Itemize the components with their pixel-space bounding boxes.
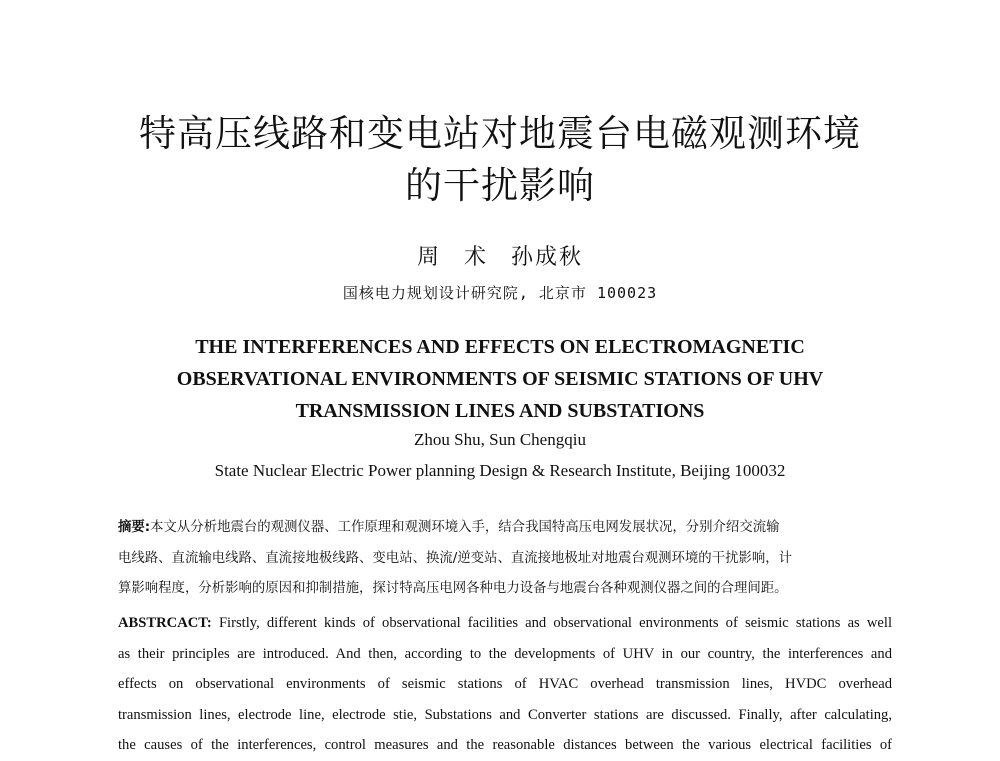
english-title-line-1: THE INTERFERENCES AND EFFECTS ON ELECTROMAGNETIC (195, 336, 805, 358)
chinese-abstract-text-1: 本文从分析地震台的观测仪器、工作原理和观测环境入手，结合我国特高压电网发展状况，分别介绍交流输 (150, 520, 780, 535)
english-authors: Zhou Shu, Sun Chengqiu (414, 430, 586, 449)
english-title (0, 331, 1000, 427)
english-abstract (118, 608, 892, 761)
english-abstract-line-5: the causes of the interferences, control measures and the reasonable distances between the various electrical facilities of (118, 737, 892, 753)
chinese-authors: 周 术 孙成秋 (417, 245, 583, 270)
chinese-abstract-line-2: 电线路、直流输电线路、直流接地极线路、变电站、换流/逆变站、直流接地极址对地震台观测环境的干扰影响，计 (118, 550, 793, 566)
chinese-abstract (118, 513, 892, 605)
english-abstract-line-4: transmission lines, electrode line, electrode stie, Substations and Converter stations are discussed. Finally, after calculating, (118, 706, 892, 723)
chinese-abstract-label: 摘要: (118, 520, 151, 535)
english-abstract-label: ABSTRCACT: (118, 615, 212, 631)
chinese-title-line-1: 特高压线路和变电站对地震台电磁观测环境 (139, 112, 861, 155)
english-abstract-line-3: effects on observational environments of seismic stations of HVAC overhead transmission lines, HVDC overhead (118, 676, 892, 692)
english-title-line-2: OBSERVATIONAL ENVIRONMENTS OF SEISMIC STATIONS OF UHV (176, 368, 824, 390)
english-abstract-text-1: Firstly, different kinds of observational facilities and observational environments of seismic stations as well (218, 615, 892, 631)
chinese-title-line-2: 的干扰影响 (405, 164, 595, 207)
chinese-title (0, 108, 1000, 212)
english-affiliation: State Nuclear Electric Power planning Design & Research Institute, Beijing 100032 (214, 461, 786, 480)
english-title-line-3: TRANSMISSION LINES AND SUBSTATIONS (295, 400, 705, 422)
chinese-abstract-line-3: 算影响程度，分析影响的原因和抑制措施，探讨特高压电网各种电力设备与地震台各种观测仪器之间的合理间距。 (118, 581, 788, 596)
chinese-affiliation: 国核电力规划设计研究院, 北京市 100023 (342, 284, 658, 302)
english-abstract-line-1 (118, 608, 892, 639)
chinese-abstract-line-1 (118, 513, 892, 544)
english-abstract-line-2: as their principles are introduced. And then, according to the developments of UHV in our country, the interferences and (118, 645, 892, 662)
